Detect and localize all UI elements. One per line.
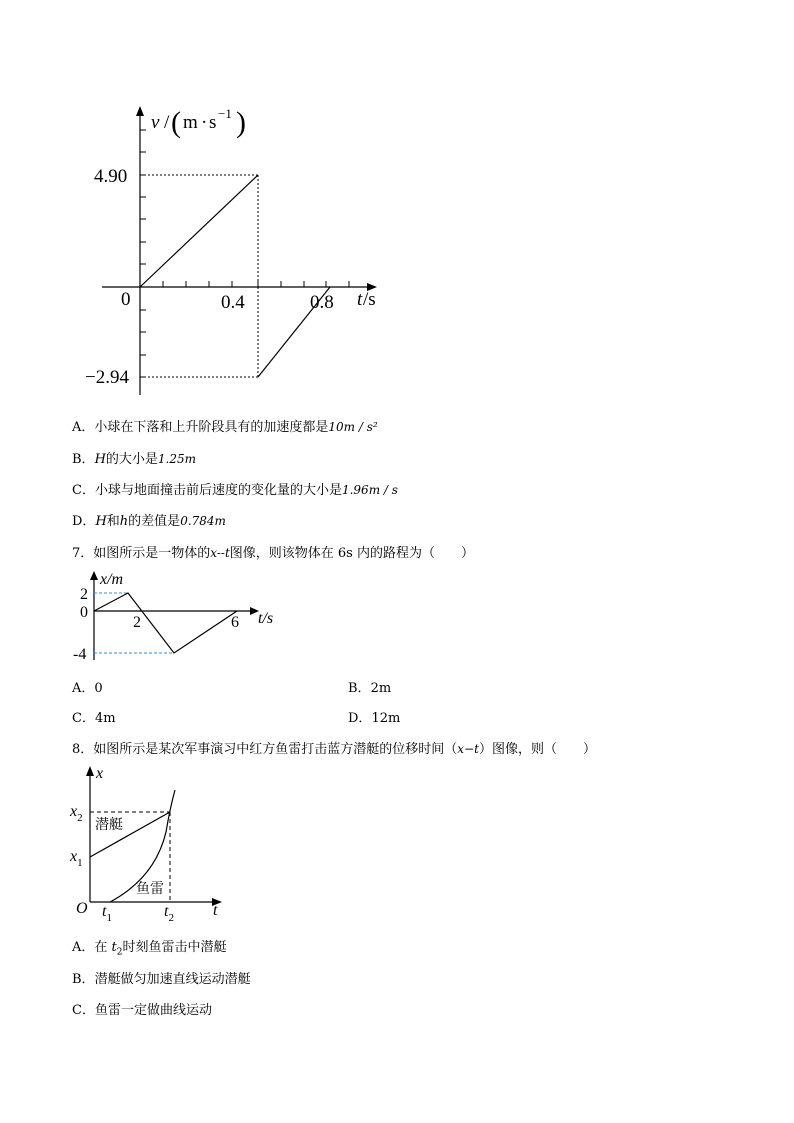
q8-origin: O [76,900,88,917]
q7-tick-m4: -4 [73,646,87,663]
option-text: 的大小是 [105,452,158,467]
q7-option-b [348,677,391,696]
q7-xt-line [94,593,237,653]
q6-option-a [72,416,378,435]
option-math: 10m / s² [328,420,378,434]
vt-y-ticks [140,130,146,377]
q7-tick-2x: 2 [133,614,141,631]
q8-ylabel: x [96,765,104,782]
q7-option-c [72,707,116,726]
vt-fall-line [140,175,258,287]
vt-tick-0-4: 0.4 [221,292,245,313]
option-text: 小球与地面撞击前后速度的变化量的大小是 [94,483,342,498]
option-text: 2m [370,681,392,696]
q6-option-d [72,510,226,529]
option-label: B． [72,972,95,987]
vt-tick-0-8: 0.8 [310,292,334,313]
q8-t2-label: $t_2$ [164,903,174,924]
stem-math: x−t [457,742,479,756]
option-text: 潜艇做匀加速直线运动潜艇 [94,972,251,987]
stem-text: 图像，则该物体在 6s 内的路程为（ ） [229,546,474,561]
q8-x2-label: $x_2$ [70,803,83,824]
vt-ylabel-exp: −1 [218,106,232,121]
option-label: B． [348,681,371,696]
q8-option-b [72,968,251,987]
option-label: C． [72,483,95,498]
option-label: A． [72,940,95,955]
option-text: 和 [106,514,120,529]
option-math: 1.25m [157,452,197,466]
q7-ylabel: x/m [100,571,124,588]
vt-ylabel-s: s [209,112,217,133]
vt-ylabel-m: m [183,112,198,133]
option-label: A． [72,420,95,435]
option-label: D． [72,514,96,529]
vt-tick-neg-2-94: −2.94 [85,367,129,388]
q8-option-c [72,999,212,1018]
vt-ylabel-slash: / [164,112,170,133]
q7-option-a [72,677,103,696]
q8-torpedo-label: 鱼雷 [136,882,164,897]
option-text: 12m [371,711,401,726]
option-label: C． [72,711,95,726]
option-math: H [95,514,107,529]
vt-xlabel-unit: /s [363,289,376,310]
q7-stem [72,542,474,561]
q7-y-arrow [90,571,98,580]
q6-option-b [72,448,196,467]
vt-ylabel-lparen: ( [171,106,181,139]
q8-t1-label: $t_1$ [102,903,112,924]
q7-xlabel: t/s [258,610,274,627]
q7-tick-6: 6 [231,614,239,631]
vt-graph [0,0,794,400]
stem-math: x--t [210,546,230,560]
q8-stem [72,738,596,757]
vt-ylabel-v: v [151,112,160,133]
q7-option-d [348,707,400,726]
option-text: 0 [94,681,103,696]
vt-x-ticks [163,281,349,287]
option-text: 时刻鱼雷击中潜艇 [122,940,227,955]
q8-y-arrow [86,766,94,776]
q7-tick-2y: 2 [80,586,88,603]
xt-graph-q7 [0,560,300,670]
q8-x1-label: $x_1$ [70,848,83,869]
stem-text: 8．如图所示是某次军事演习中红方鱼雷打击蓝方潜艇的位移时间（ [72,742,458,757]
option-label: A． [72,681,95,696]
option-math: t [111,940,117,955]
option-text: 在 [94,940,112,955]
option-label: B． [72,452,95,467]
option-math: 0.784m [180,514,226,528]
stem-text: 7．如图所示是一物体的 [72,546,211,561]
option-math: h [119,514,129,529]
vt-ylabel-rparen: ) [236,106,246,139]
option-text: 鱼雷一定做曲线运动 [94,1003,212,1018]
option-text: 的差值是 [128,514,181,529]
vt-guides [140,175,258,377]
q8-option-a [72,936,227,958]
option-text: 4m [94,711,116,726]
vt-tick-origin: 0 [121,289,131,310]
q7-tick-0: 0 [80,604,88,621]
q6-option-c [72,479,398,498]
q8-submarine-label: 潜艇 [95,818,123,833]
stem-text: ）图像，则（ ） [478,742,596,757]
vt-y-arrow [136,106,144,116]
vt-xlabel-t: t [357,289,363,310]
option-sub: 2 [116,947,123,958]
option-label: D． [348,711,372,726]
option-text: 小球在下落和上升阶段具有的加速度都是 [94,420,329,435]
option-math: 1.96m / s [341,483,398,497]
xt-graph-q8 [0,760,300,930]
q8-xlabel: t [213,902,218,919]
vt-ylabel-dot: · [201,112,208,133]
vt-tick-4-90: 4.90 [94,166,128,187]
option-math: H [94,452,106,467]
option-label: C． [72,1003,95,1018]
